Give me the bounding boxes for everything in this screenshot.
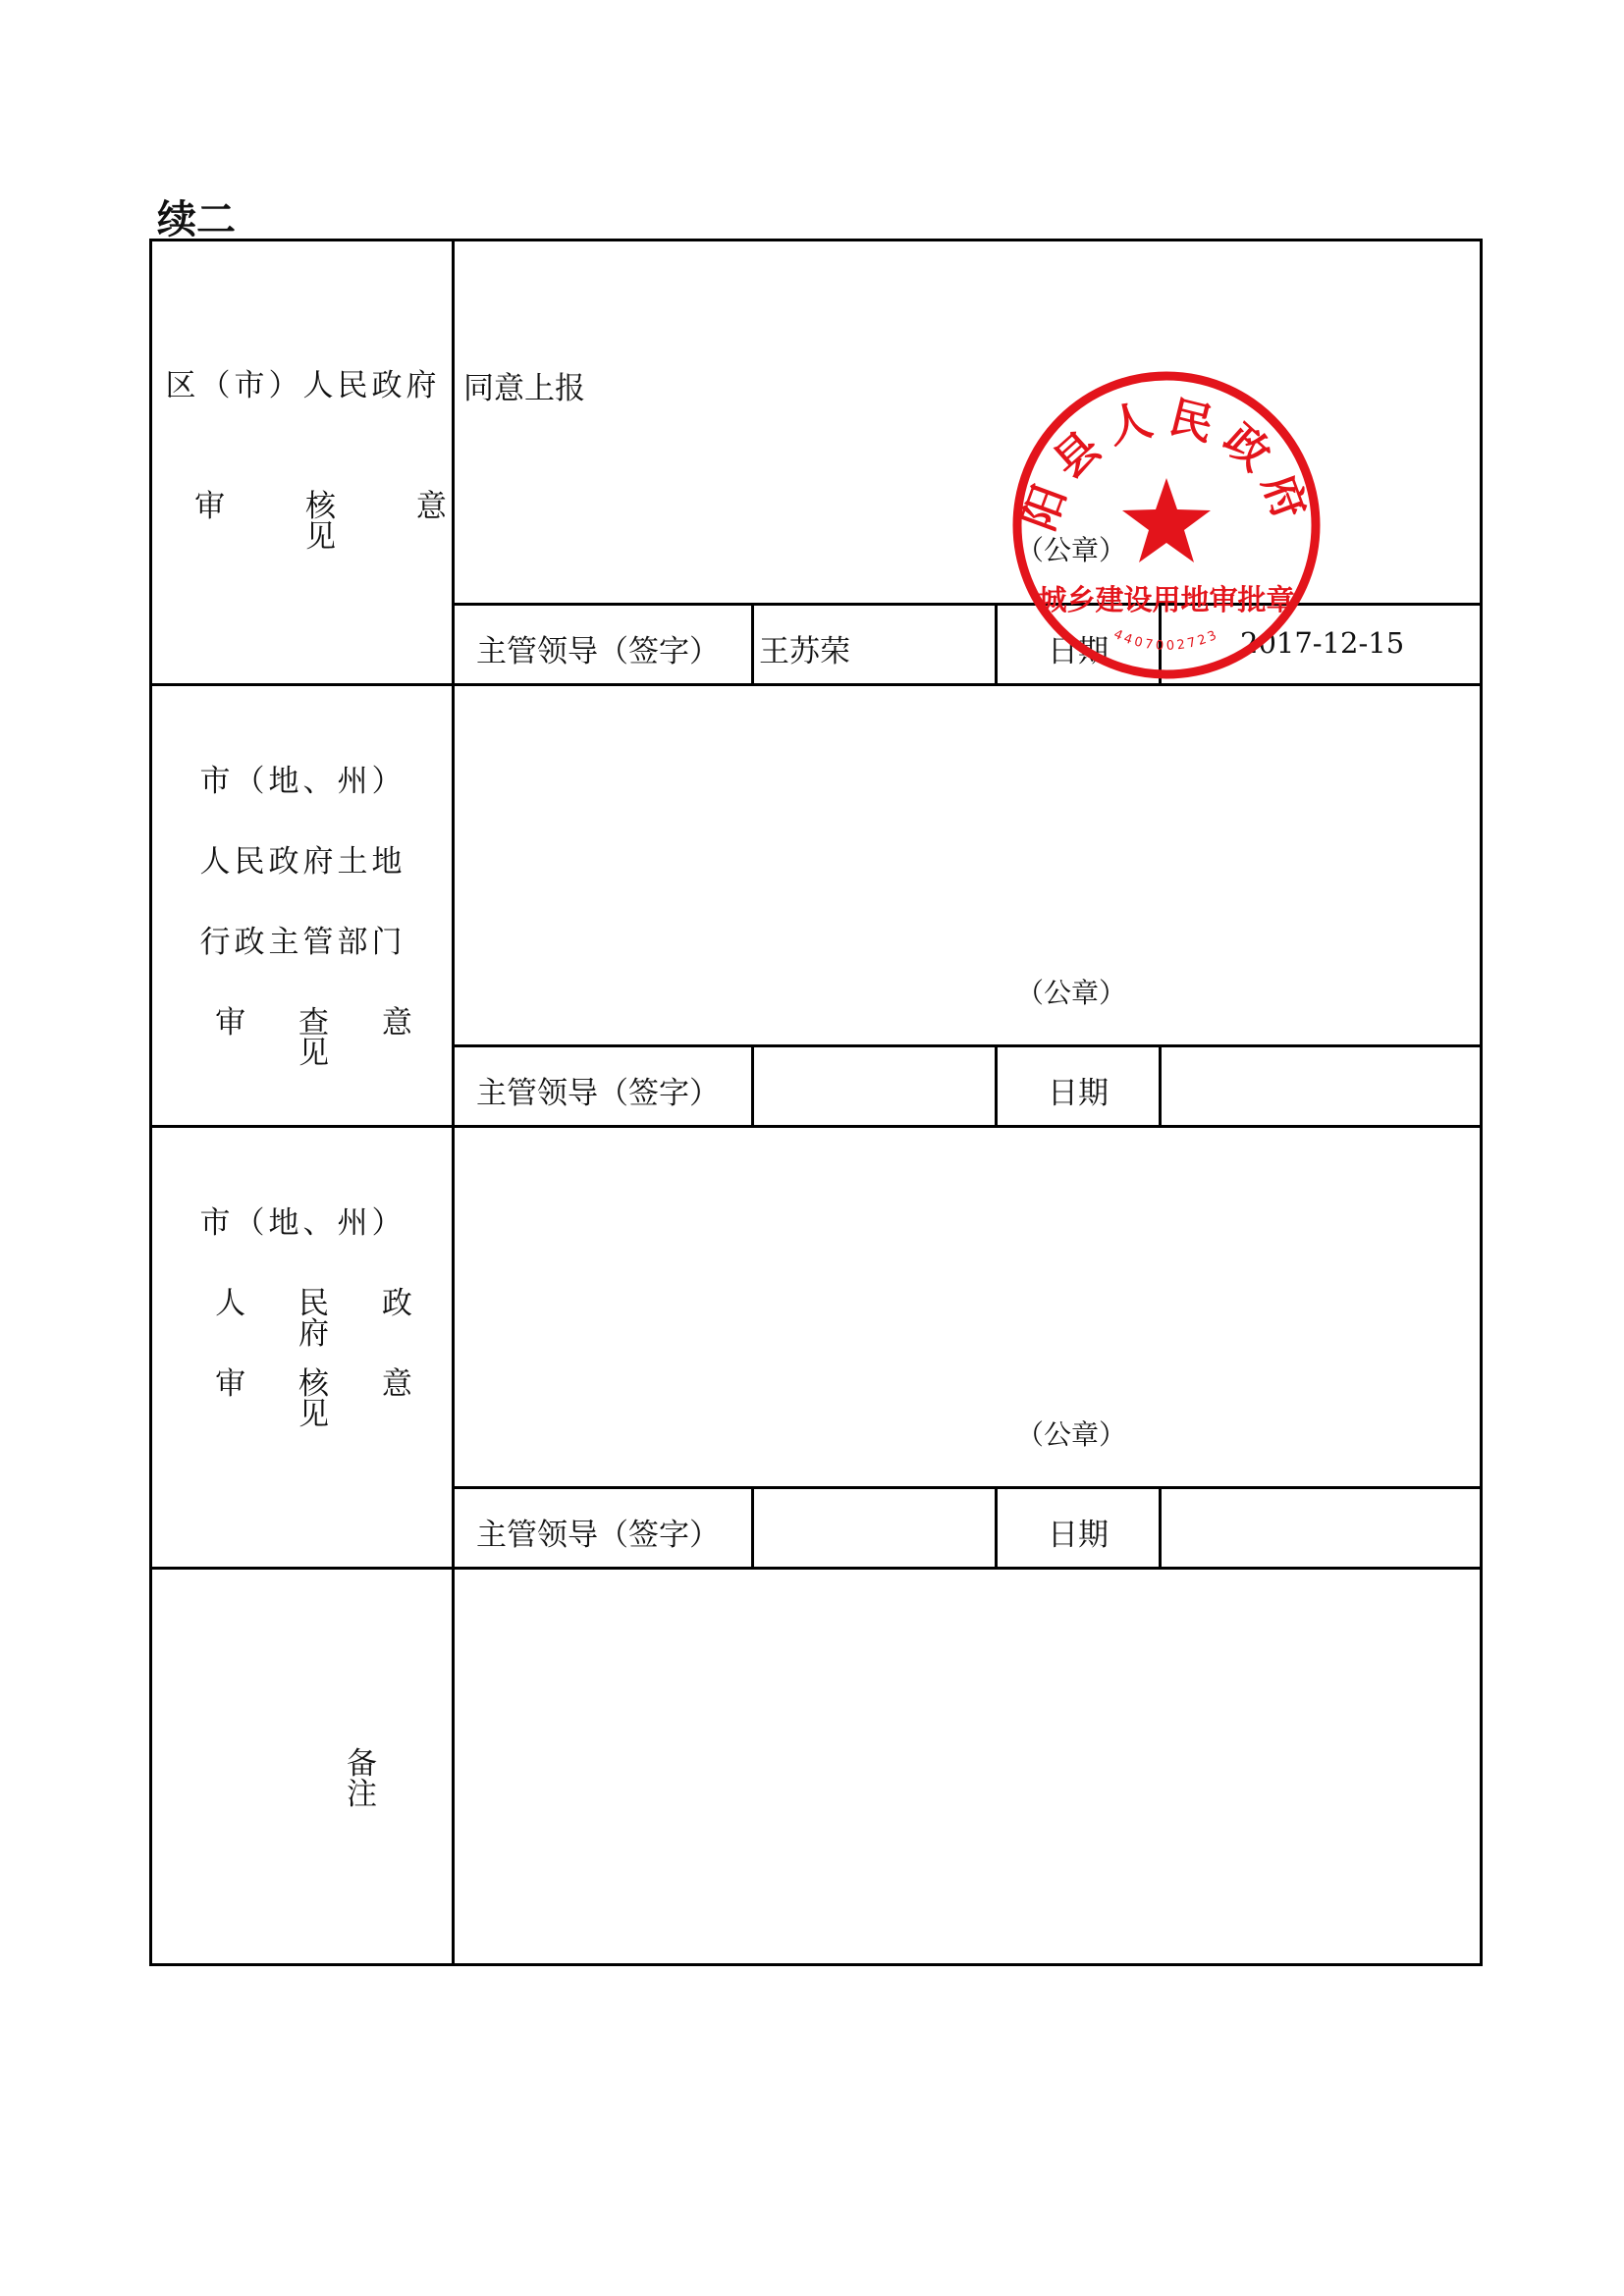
date-value: 2017-12-15 xyxy=(1240,626,1405,660)
section-label-line: 人民政府土地 xyxy=(199,844,406,880)
date-label: 日期 xyxy=(1048,1076,1109,1111)
signature-cell-divider xyxy=(751,1486,754,1567)
section-separator xyxy=(152,683,1483,686)
signature-cell-divider xyxy=(1159,1486,1162,1567)
section-label-line: 市（地、州） xyxy=(199,1205,406,1241)
section-label-line: 备 注 xyxy=(347,1746,495,1812)
seal-serial-number: 4407002723 xyxy=(1110,626,1222,654)
official-seal xyxy=(1009,368,1324,682)
section-label-line: 市（地、州） xyxy=(199,764,406,799)
section-separator xyxy=(152,1125,1483,1128)
signature-cell-divider xyxy=(1159,1044,1162,1125)
signature-cell-divider xyxy=(751,603,754,683)
signature-row-line xyxy=(452,603,1483,606)
leader-label: 主管领导（签字） xyxy=(476,1076,720,1111)
page-heading: 续二 xyxy=(157,197,236,242)
section-separator xyxy=(152,1567,1483,1570)
signature-row-line xyxy=(452,1044,1483,1047)
leader-name: 王苏荣 xyxy=(759,634,850,669)
date-label: 日期 xyxy=(1048,1518,1109,1553)
seal-label: （公章） xyxy=(1016,977,1127,1009)
section-label-line: 审 核 意 见 xyxy=(215,1366,434,1432)
date-label: 日期 xyxy=(1048,634,1109,669)
section-label-line: 行政主管部门 xyxy=(199,925,406,960)
section-label-line: 审 查 意 见 xyxy=(215,1005,434,1071)
seal-label: （公章） xyxy=(1016,1418,1127,1451)
section-label-line: 审 核 意 见 xyxy=(194,489,482,555)
signature-cell-divider xyxy=(995,1044,998,1125)
seal-label: （公章） xyxy=(1016,534,1127,566)
signature-cell-divider xyxy=(751,1044,754,1125)
signature-cell-divider xyxy=(995,603,998,683)
opinion-text: 同意上报 xyxy=(463,371,585,406)
seal-arc-text: 阳县人民政府 xyxy=(1013,392,1320,537)
signature-cell-divider xyxy=(995,1486,998,1567)
leader-label: 主管领导（签字） xyxy=(476,1518,720,1553)
signature-row-line xyxy=(452,1486,1483,1489)
seal-star-icon xyxy=(1122,478,1211,562)
section-label-line: 区（市）人民政府 xyxy=(165,368,441,403)
leader-label: 主管领导（签字） xyxy=(476,634,720,669)
section-label-line: 人 民 政 府 xyxy=(215,1286,434,1352)
seal-inner-text: 城乡建设用地审批章 xyxy=(1038,583,1295,616)
